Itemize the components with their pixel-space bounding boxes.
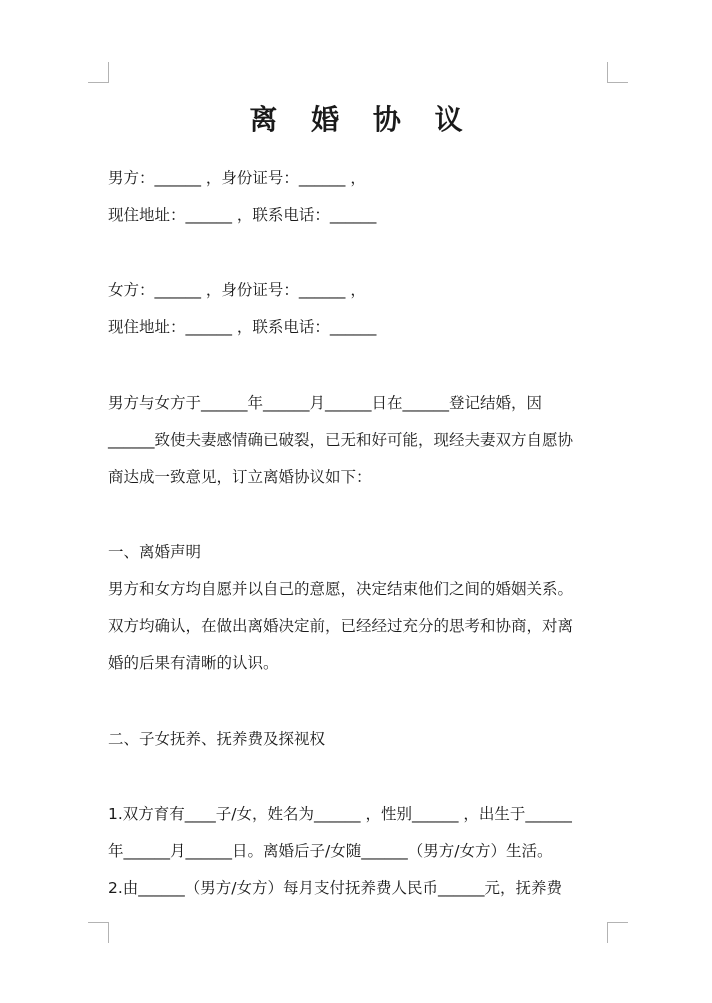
crop-mark-top-right [607,62,628,83]
section-1-line-3: 婚的后果有清晰的认识。 [108,654,279,672]
intro-paragraph-line-3: 商达成一致意见，订立离婚协议如下： [108,468,372,486]
husband-info-line-1: 男方：______ ，身份证号：______ ， [108,169,366,187]
section-1-line-2: 双方均确认，在做出离婚决定前，已经经过充分的思考和协商，对离 [108,617,574,635]
clause-2-line-1: 2.由______（男方/女方）每月支付抚养费人民币______元，抚养费 [108,879,563,897]
clause-1-line-1: 1.双方育有____子/女，姓名为______ ，性别______ ，出生于______ [108,805,572,823]
intro-paragraph-line-1: 男方与女方于______年______月______日在______登记结婚，因 [108,394,543,412]
section-1-line-1: 男方和女方均自愿并以自己的意愿，决定结束他们之间的婚姻关系。 [108,580,574,598]
clause-1-line-2: 年______月______日。离婚后子/女随______（男方/女方）生活。 [108,842,553,860]
intro-paragraph-line-2: ______致使夫妻感情确已破裂，已无和好可能，现经夫妻双方自愿协 [108,431,574,449]
wife-info-line-2: 现住地址：______ ，联系电话：______ [108,318,377,336]
section-2-heading: 二、子女抚养、抚养费及探视权 [108,730,326,748]
crop-mark-top-left [88,62,109,83]
crop-mark-bottom-right [607,922,628,943]
crop-mark-bottom-left [88,922,109,943]
wife-info-line-1: 女方：______ ，身份证号：______ ， [108,281,366,299]
husband-info-line-2: 现住地址：______ ，联系电话：______ [108,206,377,224]
document-title: 离 婚 协 议 [249,103,475,136]
section-1-heading: 一、离婚声明 [108,543,202,561]
